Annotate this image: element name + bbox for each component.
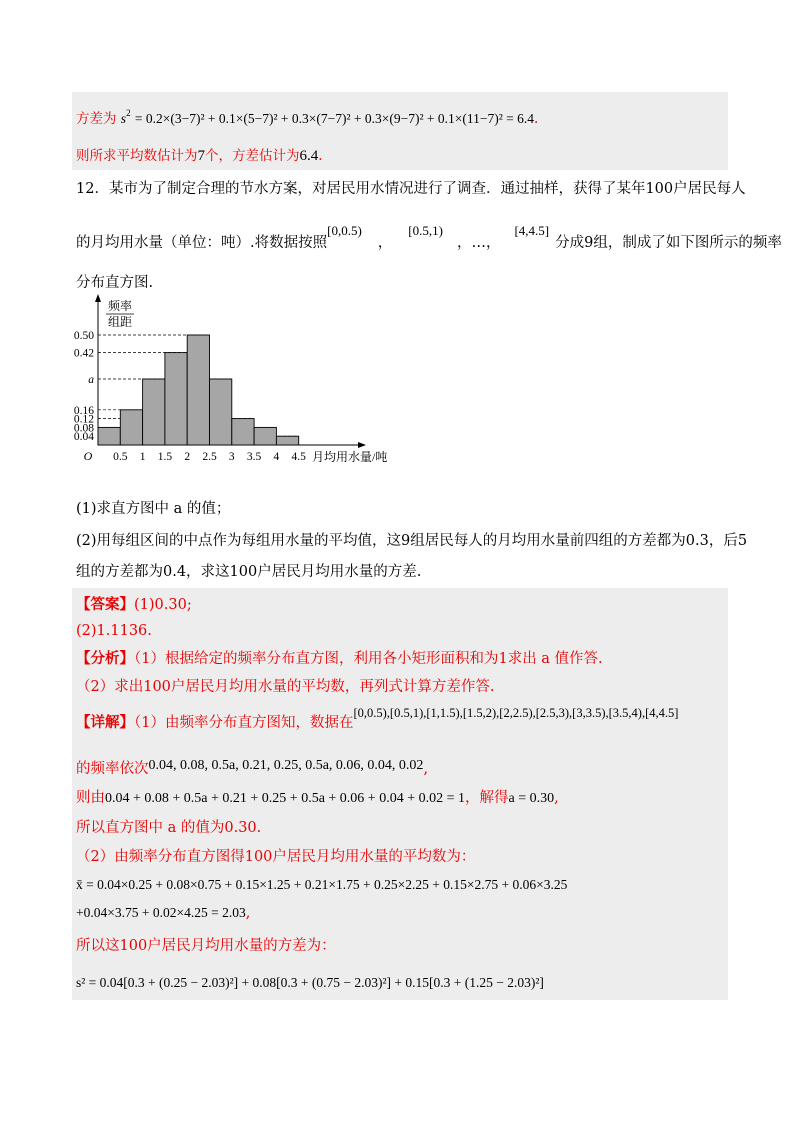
variance-s2: $s^2$ bbox=[120, 108, 131, 126]
detail-line-1 bbox=[76, 706, 679, 734]
interval-2: [0.5,1) bbox=[408, 223, 443, 238]
detail-mean-line-2-math: +0.04×3.75 + 0.02×4.25 = 2.03 bbox=[76, 905, 246, 920]
detail-mean-line-2 bbox=[76, 902, 250, 924]
conclusion-line bbox=[76, 146, 323, 166]
detail-end-2: , bbox=[423, 761, 429, 777]
conclusion-mean: 7 bbox=[197, 148, 205, 164]
analysis-tag: 【分析】 bbox=[76, 650, 134, 667]
question-line-1: 12．某市为了制定合理的节水方案，对居民用水情况进行了调查．通过抽样，获得了某年100户居民每人 bbox=[76, 181, 746, 197]
x-tick-label: 3.5 bbox=[246, 451, 262, 463]
y-tick-label: 0.04 bbox=[73, 431, 94, 444]
detail-line-5: （2）由频率分布直方图得100户居民月均用水量的平均数为： bbox=[76, 849, 476, 865]
analysis-text-1: （1）根据给定的频率分布直方图，利用各小矩形面积和为1求出 a 值作答. bbox=[134, 651, 603, 667]
question-line-2 bbox=[76, 223, 782, 254]
origin-label: O bbox=[83, 449, 93, 463]
histogram-bar bbox=[143, 379, 165, 445]
detail-end-3: , bbox=[554, 790, 559, 806]
sep-1: ， bbox=[377, 235, 393, 251]
detail-text-3b: ，解得 bbox=[465, 790, 509, 806]
detail-mean-line-1: x̄ = 0.04×0.25 + 0.08×0.75 + 0.15×1.25 + 0.21×1.75 + 0.25×2.25 + 0.15×2.75 + 0.06×3.25 bbox=[76, 877, 568, 892]
x-tick-label: 4 bbox=[273, 451, 280, 463]
answer-tag: 【答案】 bbox=[76, 596, 134, 613]
variance-formula: = 0.2×(3−7)² + 0.1×(5−7)² + 0.3×(7−7)² + 0.3×(9−7)² + 0.1×(11−7)² = 6.4 bbox=[134, 111, 534, 126]
sep-2: ，…， bbox=[456, 235, 501, 251]
conclusion-text-2: 个，方差估计为 bbox=[205, 148, 300, 164]
histogram-bar bbox=[276, 436, 298, 445]
histogram-bar bbox=[232, 419, 254, 445]
analysis-line-2: （2）求出100户居民月均用水量的平均数，再列式计算方差作答. bbox=[76, 679, 495, 695]
x-tick-label: 2.5 bbox=[202, 451, 217, 463]
histogram-bar bbox=[98, 427, 120, 445]
y-tick-label: 0.08 bbox=[73, 422, 94, 435]
part-2-line-2: 组的方差都为0.4，求这100户居民月均用水量的方差. bbox=[76, 564, 422, 580]
histogram-bar bbox=[165, 353, 187, 445]
y-tick-label: a bbox=[88, 374, 94, 386]
x-tick-label: 1 bbox=[139, 451, 146, 463]
detail-end-7: , bbox=[245, 905, 251, 921]
detail-variance-line: s² = 0.04[0.3 + (0.25 − 2.03)²] + 0.08[0.3 + (0.75 − 2.03)²] + 0.15[0.3 + (1.25 − 2.03)²] bbox=[76, 975, 544, 990]
question-line-3: 分布直方图. bbox=[76, 275, 154, 291]
detail-intervals: [0,0.5),[0.5,1),[1,1.5),[1.5,2),[2,2.5),[2.5,3),[3,3.5),[3.5,4),[4,4.5] bbox=[353, 706, 679, 720]
x-tick-label: 1.5 bbox=[157, 451, 173, 463]
x-axis-arrow bbox=[358, 442, 366, 448]
y-axis-label-numerator: 频率 bbox=[107, 299, 133, 313]
histogram-bar bbox=[187, 335, 209, 445]
y-tick-label: 0.16 bbox=[73, 404, 94, 417]
detail-solve-result: a = 0.30 bbox=[508, 791, 555, 806]
y-tick-label: 0.42 bbox=[73, 347, 94, 360]
frequency-histogram bbox=[64, 290, 404, 475]
x-axis-label: 月均用水量/吨 bbox=[312, 450, 388, 464]
histogram-bar bbox=[210, 379, 232, 445]
detail-line-2 bbox=[76, 758, 428, 781]
x-tick-label: 0.5 bbox=[113, 451, 128, 463]
conclusion-end: . bbox=[318, 148, 323, 164]
detail-line-8: 所以这100户居民月均用水量的方差为： bbox=[76, 938, 336, 954]
part-2-line-1: (2)用每组区间的中点作为每组用水量的平均值，这9组居民每人的月均用水量前四组的方差都为0.3，后5 bbox=[76, 533, 748, 549]
y-axis-arrow bbox=[95, 294, 101, 302]
detail-text-3: 则由 bbox=[76, 790, 105, 806]
detail-text-1: （1）由频率分布直方图知，数据在 bbox=[134, 715, 354, 731]
part-1: (1)求直方图中 a 的值； bbox=[76, 501, 231, 517]
y-axis-label-denominator: 组距 bbox=[107, 315, 133, 329]
analysis-line-1 bbox=[76, 648, 603, 670]
conclusion-var: 6.4 bbox=[299, 148, 319, 164]
x-tick-label: 2 bbox=[184, 451, 191, 463]
histogram-bar bbox=[254, 427, 276, 445]
detail-tag: 【详解】 bbox=[76, 714, 134, 731]
question-line-2b: 分成9组，制成了如下图所示的频率 bbox=[555, 235, 782, 251]
histogram-bar bbox=[120, 410, 142, 445]
interval-3: [4,4.5] bbox=[514, 223, 550, 238]
answer-line-1 bbox=[76, 594, 192, 616]
variance-line bbox=[76, 103, 538, 129]
detail-text-2: 的频率依次 bbox=[76, 761, 149, 777]
detail-sum-equation: 0.04 + 0.08 + 0.5a + 0.21 + 0.25 + 0.5a + 0.06 + 0.04 + 0.02 = 1 bbox=[105, 791, 465, 806]
question-line-2a: 的月均用水量（单位：吨）.将数据按照 bbox=[76, 235, 328, 251]
detail-frequencies: 0.04, 0.08, 0.5a, 0.21, 0.25, 0.5a, 0.06, 0.04, 0.02 bbox=[148, 758, 424, 773]
x-tick-label: 4.5 bbox=[291, 451, 306, 463]
detail-line-4: 所以直方图中 a 的值为0.30. bbox=[76, 820, 262, 836]
variance-end: . bbox=[534, 111, 539, 127]
detail-line-3 bbox=[76, 787, 559, 810]
x-tick-label: 3 bbox=[228, 451, 235, 463]
answer-line-2: (2)1.1136. bbox=[76, 623, 152, 639]
answer-1: (1)0.30; bbox=[134, 597, 192, 613]
y-tick-label: 0.50 bbox=[73, 330, 94, 342]
y-tick-label: 0.12 bbox=[73, 413, 94, 426]
conclusion-text-1: 则所求平均数估计为 bbox=[76, 148, 198, 164]
interval-1: [0,0.5) bbox=[327, 223, 362, 238]
variance-label: 方差为 bbox=[76, 111, 117, 127]
